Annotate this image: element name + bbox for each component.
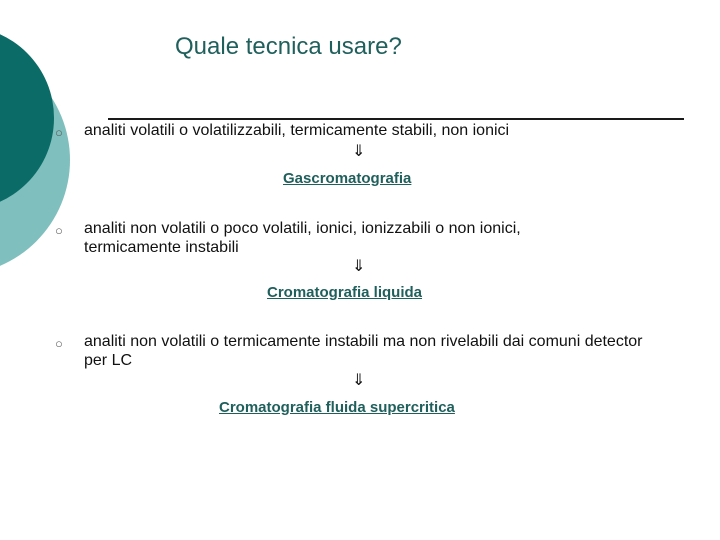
criteria-text: analiti non volatili o termicamente instabili ma non rivelabili dai comuni detector per LC [84, 333, 643, 369]
double-down-arrow-icon: ⇓ [352, 143, 366, 160]
link-cromatografia-liquida[interactable]: Cromatografia liquida [267, 284, 423, 301]
link-cromatografia-fluida-supercritica[interactable]: Cromatografia fluida supercritica [219, 399, 455, 416]
slide-title: Quale tecnica usare? [175, 33, 402, 60]
bullet-icon: ○ [55, 125, 63, 140]
criteria-text: analiti volatili o volatilizzabili, termicamente stabili, non ionici [84, 122, 510, 139]
link-gascromatografia[interactable]: Gascromatografia [283, 170, 412, 187]
bullet-icon: ○ [55, 223, 63, 238]
criteria-text: analiti non volatili o poco volatili, ionici, ionizzabili o non ionici, termicamente instabili [84, 220, 521, 256]
double-down-arrow-icon: ⇓ [352, 258, 366, 275]
double-down-arrow-icon: ⇓ [352, 372, 366, 389]
bullet-icon: ○ [55, 336, 63, 351]
title-divider [108, 118, 684, 120]
